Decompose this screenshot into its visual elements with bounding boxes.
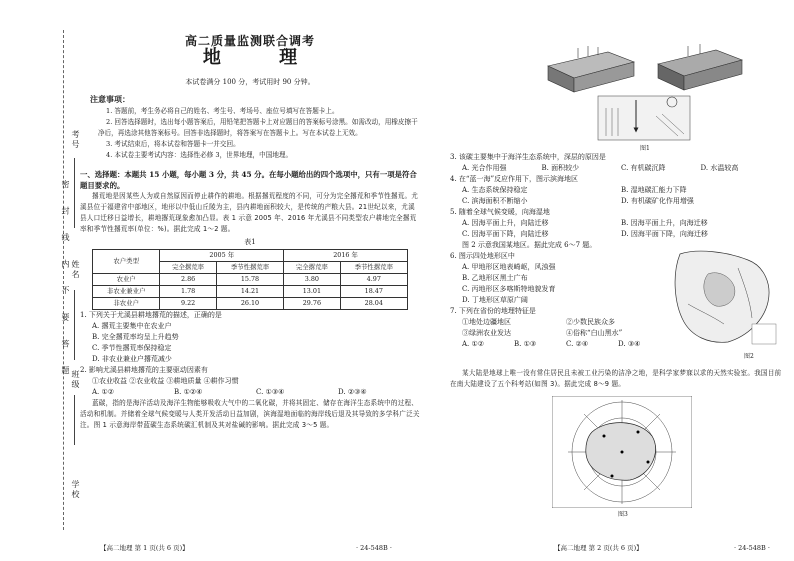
option-c[interactable]: C. 滨海面积不断缩小 bbox=[462, 197, 528, 205]
table-cell: 2.86 bbox=[160, 273, 216, 285]
option-d[interactable]: D. 非农业兼业户撂荒减少 bbox=[92, 354, 172, 363]
page-2 bbox=[428, 0, 788, 561]
option-a[interactable]: A. 生态系统保持稳定 bbox=[462, 186, 528, 194]
page-1-code: · 24-548B · bbox=[356, 543, 392, 552]
statement-item: ②少数民族众多 bbox=[566, 318, 615, 326]
option-d[interactable]: D. 因海平面下降，向海迁移 bbox=[621, 230, 708, 238]
option-d[interactable]: D. ③④ bbox=[618, 340, 641, 348]
table-cell: 26.10 bbox=[216, 297, 283, 309]
option-c[interactable]: C. 季节性撂荒率保持稳定 bbox=[92, 343, 172, 352]
table-header: 完全撂荒率 bbox=[284, 261, 340, 273]
question-7: 7. 下列在省份的地理特征是 bbox=[450, 307, 536, 315]
option-b[interactable]: B. 完全撂荒率均呈上升趋势 bbox=[92, 332, 179, 341]
figure-3-caption: 图3 bbox=[618, 511, 628, 518]
table-header: 2005 年 bbox=[160, 249, 284, 261]
table-cell: 非农业兼业户 bbox=[93, 285, 160, 297]
option-c[interactable]: C. 丙地形区多喀斯特地貌发育 bbox=[462, 285, 556, 293]
table-cell: 非农业户 bbox=[93, 297, 160, 309]
question-4-options bbox=[462, 185, 780, 207]
notice-title: 注意事项： bbox=[90, 93, 130, 104]
table-cell: 农业户 bbox=[93, 273, 160, 285]
statement-item: ③绿洲农业发达 bbox=[462, 329, 511, 337]
option-d[interactable]: D. ②③④ bbox=[338, 387, 367, 396]
option-b[interactable]: B. 湿地碳汇能力下降 bbox=[621, 186, 687, 194]
subject-title: 地 理 bbox=[202, 46, 324, 68]
section-heading: 一、选择题：本题共 15 小题，每小题 3 分，共 45 分。在每小题给出的四个选项中，只有一项是符合题目要求的。 bbox=[80, 170, 417, 190]
option-b[interactable]: B. 乙地形区黑土广布 bbox=[462, 274, 528, 282]
table-title: 表1 bbox=[244, 238, 256, 246]
question-3-options bbox=[462, 163, 780, 174]
notice-item: 3. 考试结束后，将本试卷和答题卡一并交回。 bbox=[106, 140, 240, 148]
table-header: 2016 年 bbox=[284, 249, 408, 261]
table-cell: 14.21 bbox=[216, 285, 283, 297]
question-1: 1. 下列关于尤溪县耕地撂荒的描述，正确的是 bbox=[80, 310, 222, 319]
option-d[interactable]: D. 水温较高 bbox=[700, 164, 739, 172]
option-c[interactable]: C. ①③④ bbox=[256, 387, 285, 396]
seal-text: 密 封 线 内 不 要 答 题 bbox=[61, 180, 70, 382]
table-header: 完全撂荒率 bbox=[160, 261, 216, 273]
table-cell: 28.04 bbox=[340, 297, 407, 309]
option-c[interactable]: C. 有机碳沉降 bbox=[621, 164, 666, 172]
exam-info: 本试卷满分 100 分，考试用时 90 分钟。 bbox=[185, 78, 315, 86]
option-a[interactable]: A. 甲地形区地表崎岖，风浊强 bbox=[462, 263, 556, 271]
option-a[interactable]: A. ①② bbox=[462, 340, 485, 348]
name-field[interactable] bbox=[74, 290, 75, 360]
page-2-footer: 【高二地理 第 2 页(共 6 页)】 bbox=[554, 543, 643, 552]
notice-item: 4. 本试卷主要考试内容：选择性必修 3，世界地理，中国地理。 bbox=[106, 151, 293, 159]
question-2-options bbox=[92, 387, 420, 398]
exam-title: 高二质量监测联合调考 bbox=[184, 34, 315, 48]
exam-number-field[interactable] bbox=[74, 158, 75, 228]
table-cell: 15.78 bbox=[216, 273, 283, 285]
question-2: 2. 影响尤溪县耕地撂荒的主要驱动因素有 bbox=[80, 365, 208, 374]
table-cell: 9.22 bbox=[160, 297, 216, 309]
page-1 bbox=[80, 0, 420, 561]
option-b[interactable]: B. 因海平面上升，向海迁移 bbox=[621, 219, 708, 227]
name-label: 姓名 bbox=[71, 260, 80, 280]
table-cell: 4.97 bbox=[340, 273, 407, 285]
notice-item: 1. 答题前，考生务必将自己的姓名、考生号、考场号、座位号填写在答题卡上。 bbox=[106, 107, 339, 115]
table-header: 农户类型 bbox=[93, 249, 160, 273]
figure-2-caption: 图2 bbox=[744, 353, 754, 360]
question-6: 6. 图示四处地形区中 bbox=[450, 252, 515, 260]
table-cell: 1.78 bbox=[160, 285, 216, 297]
question-4: 4. 在“蓝一海”反应作用下，图示滨海地区 bbox=[450, 175, 579, 183]
class-label: 班级 bbox=[71, 370, 80, 390]
table-cell: 3.80 bbox=[284, 273, 340, 285]
question-7-options bbox=[462, 339, 670, 350]
table-row bbox=[93, 297, 408, 309]
figure-2-map bbox=[668, 244, 780, 348]
option-b[interactable]: B. ①③ bbox=[514, 340, 537, 348]
binding-margin bbox=[0, 0, 78, 561]
data-table bbox=[92, 249, 408, 310]
notice-list bbox=[80, 106, 420, 161]
class-field[interactable] bbox=[74, 395, 75, 445]
question-2-items: ①农业收益 ②农业收益 ③耕地质量 ④耕作习惯 bbox=[92, 376, 239, 385]
statement-item: ④俗称“白山黑水” bbox=[566, 329, 623, 337]
table-cell: 29.76 bbox=[284, 297, 340, 309]
table-row bbox=[93, 273, 408, 285]
question-5: 5. 随着全球气候变暖，向海湿地 bbox=[450, 208, 550, 216]
passage-1: 撂荒地是因某些人为或自然原因而停止耕作的耕地。根据撂荒程度的不同，可分为完全撂荒和季节性撂荒。尤溪县位于福建省中部地区，地形以中低山丘陵为主，县内耕地面积较大，是传统的产粮大县。21世纪以来，尤溪县人口迁移日益增长，耕地撂荒现象愈加凸显。表 1 示意 2005 年、2016 年尤溪县不同类型农户耕地完全撂荒率和季节性撂荒率(单位：%)。据此完成 1～2 题。 bbox=[80, 192, 419, 233]
page-1-footer: 【高二地理 第 1 页(共 6 页)】 bbox=[100, 543, 189, 552]
figure-1-coastal-diagram bbox=[538, 38, 748, 142]
notice-item: 2. 回答选择题时，选出每小题答案后，用铅笔把答题卡上对应题目的答案标号涂黑。如需改动，用橡皮擦干净后，再选涂其他答案标号。回答非选择题时，将答案写在答题卡上。写在本试卷上无效。 bbox=[98, 118, 418, 137]
figure-1-caption: 图1 bbox=[640, 145, 650, 152]
option-c[interactable]: C. 因海平面下降，向陆迁移 bbox=[462, 230, 549, 238]
passage-3: 图 2 示意我国某地区。据此完成 6～7 题。 bbox=[462, 241, 597, 249]
option-d[interactable]: D. 有机碳矿化作用增强 bbox=[621, 197, 694, 205]
table-header: 季节性撂荒率 bbox=[340, 261, 407, 273]
table-row bbox=[93, 285, 408, 297]
option-b[interactable]: B. ①②④ bbox=[174, 387, 203, 396]
option-a[interactable]: A. ①② bbox=[92, 387, 115, 396]
page-2-code: · 24-548B · bbox=[734, 543, 770, 552]
passage-4: 某大陆是地球上唯一没有常住居民且未被工业污染的洁净之地，是科学家梦寐以求的天然实验室。我国目前在南大陆建设了五个科考站(如图 3)。据此完成 8～9 题。 bbox=[450, 369, 782, 388]
option-b[interactable]: B. 面积较少 bbox=[541, 164, 580, 172]
question-3: 3. 该碳主要集中于海洋生态系统中，深层的原因是 bbox=[450, 153, 606, 161]
option-a[interactable]: A. 光合作用强 bbox=[462, 164, 507, 172]
table-cell: 18.47 bbox=[340, 285, 407, 297]
table-cell: 13.01 bbox=[284, 285, 340, 297]
question-7-items bbox=[462, 317, 670, 339]
question-5-options bbox=[462, 218, 780, 240]
passage-2: 蓝碳，指的是海洋活动及海洋生物能够吸收大气中的二氧化碳，并将其固定、储存在海洋生态系统中的过程、活动和机制。并储着全球气候变暖与人类开发活动日益加剧，滨海湿地面临的海岸线后退及其导致的多学科广泛关注。图 1 示意海岸带蓝碳生态系统碳汇机制及其对盐碱的影响。据此完成 3～5 题。 bbox=[80, 398, 420, 429]
option-a[interactable]: A. 撂荒主要集中在农业户 bbox=[92, 321, 172, 330]
option-d[interactable]: D. 丁地形区草原广阔 bbox=[462, 296, 528, 304]
statement-item: ①地处边疆地区 bbox=[462, 318, 511, 326]
school-label: 学校 bbox=[71, 480, 80, 500]
option-a[interactable]: A. 因海平面上升，向陆迁移 bbox=[462, 219, 549, 227]
option-c[interactable]: C. ②④ bbox=[566, 340, 589, 348]
exam-number-label: 考号 bbox=[71, 130, 80, 150]
table-header: 季节性撂荒率 bbox=[216, 261, 283, 273]
figure-3-polar-map bbox=[552, 396, 692, 508]
